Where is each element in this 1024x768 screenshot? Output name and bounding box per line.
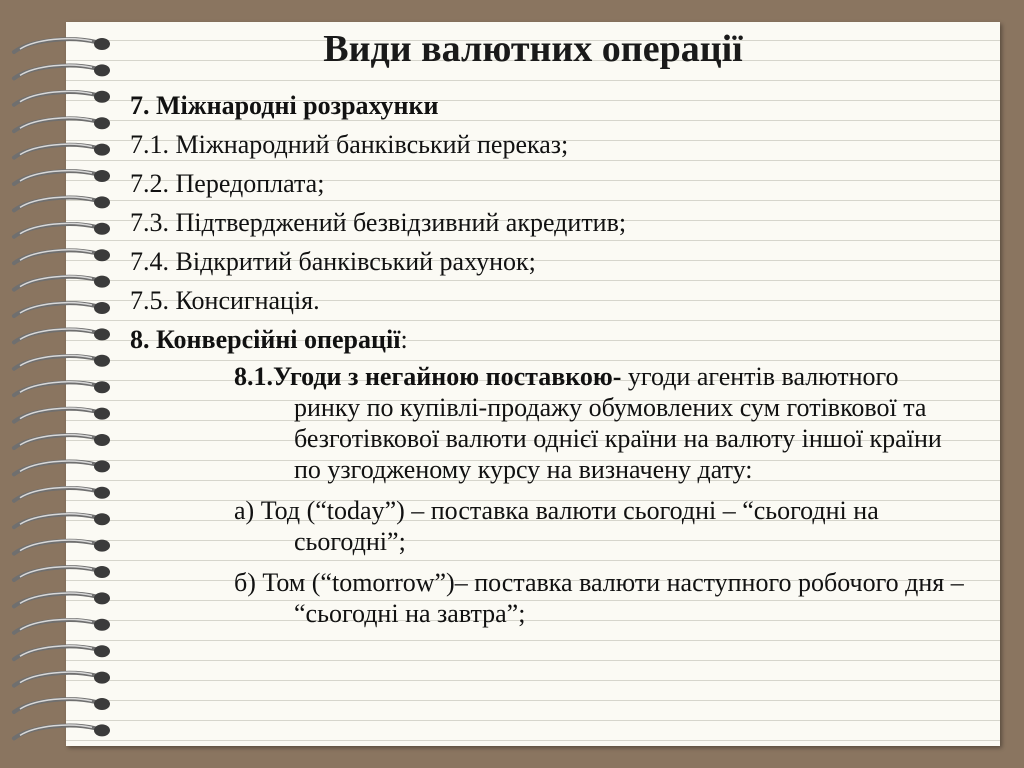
- spiral-hole: [94, 249, 110, 261]
- list-item-8-1: [234, 361, 970, 485]
- section-8-heading: [130, 320, 970, 359]
- item-8-1-term: 8.1.Угоди з негайною поставкою-: [234, 362, 622, 391]
- slide-content: [130, 86, 970, 629]
- spiral-hole: [94, 117, 110, 129]
- list-item-7-3: 7.3. Підтверджений безвідзивний акредитив;: [130, 208, 627, 237]
- spiral-hole: [94, 566, 110, 578]
- spiral-hole: [94, 328, 110, 340]
- section-8-colon: :: [400, 325, 408, 354]
- spiral-hole: [94, 223, 110, 235]
- spiral-hole: [94, 196, 110, 208]
- list-item-7-5: 7.5. Консигнація.: [130, 286, 320, 315]
- spiral-hole: [94, 355, 110, 367]
- list-item-7-1: 7.1. Міжнародний банківський переказ;: [130, 130, 569, 159]
- spiral-hole: [94, 144, 110, 156]
- list-item-tod: а) Тод (“today”) – поставка валюти сьогодні – “сьогодні на сьогодні”;: [234, 496, 879, 556]
- spiral-hole: [94, 276, 110, 288]
- spiral-hole: [94, 91, 110, 103]
- spiral-hole: [94, 434, 110, 446]
- list-item-7-4: 7.4. Відкритий банківський рахунок;: [130, 247, 536, 276]
- spiral-hole: [94, 672, 110, 684]
- spiral-hole: [94, 540, 110, 552]
- spiral-hole: [94, 408, 110, 420]
- spiral-hole: [94, 170, 110, 182]
- section-8-title: 8. Конверсійні операції: [130, 325, 401, 354]
- item-8-1-definition: угоди агентів валютного ринку по купівлі-продажу обумовлених сум готівкової та безготівкової валюти однієї країни на валюту іншої країни по узгодженому курсу на визначену дату:: [294, 362, 942, 484]
- spiral-binding-icon: [10, 22, 110, 746]
- spiral-hole: [94, 592, 110, 604]
- spiral-hole: [94, 487, 110, 499]
- spiral-hole: [94, 381, 110, 393]
- spiral-hole: [94, 645, 110, 657]
- list-item-tom: б) Том (“tomorrow”)– поставка валюти наступного робочого дня – “сьогодні на завтра”;: [234, 568, 964, 628]
- spiral-hole: [94, 302, 110, 314]
- section-7-heading: 7. Міжнародні розрахунки: [130, 91, 439, 120]
- spiral-hole: [94, 698, 110, 710]
- spiral-hole: [94, 513, 110, 525]
- spiral-hole: [94, 724, 110, 736]
- spiral-hole: [94, 619, 110, 631]
- slide-title: Види валютних операції: [323, 28, 743, 70]
- spiral-hole: [94, 460, 110, 472]
- list-item-7-2: 7.2. Передоплата;: [130, 169, 325, 198]
